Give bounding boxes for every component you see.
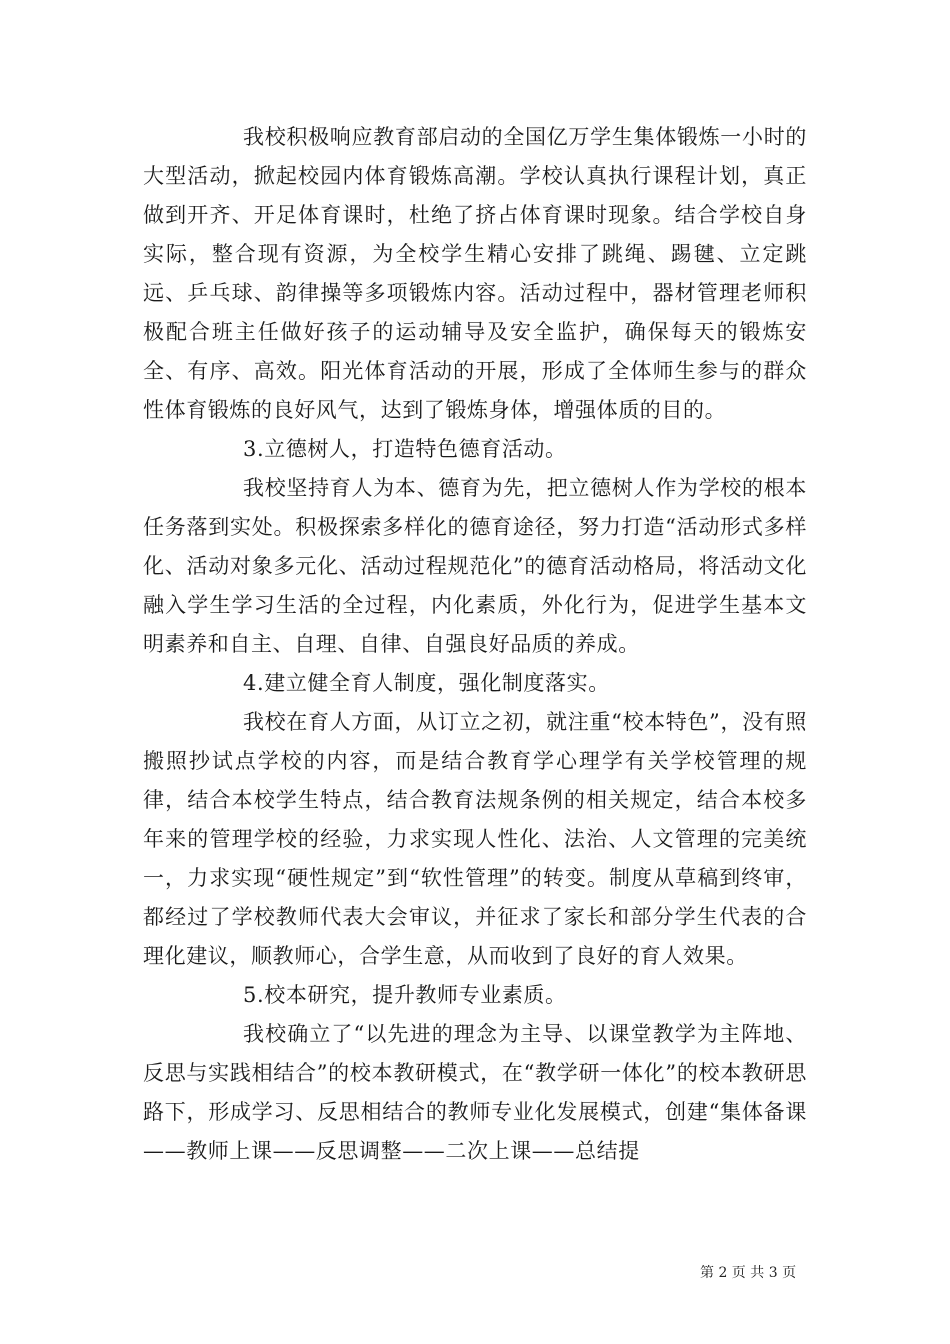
paragraph-education-system: 我校在育人方面，从订立之初，就注重“校本特色”，没有照搬照抄试点学校的内容，而是结合教育学心理学有关学校管理的规律，结合本校学生特点，结合教育法规条例的相关规定，结合本校多年来的管理学校的经验，力求实现人性化、法治、人文管理的完美统一，力求实现“硬性规定”到“软性管理”的转变。制度从草稿到终审，都经过了学校教师代表大会审议，并征求了家长和部分学生代表的合理化建议，顺教师心，合学生意，从而收到了良好的育人效果。 — [143, 710, 807, 968]
paragraph-moral-education: 我校坚持育人为本、德育为先，把立德树人作为学校的根本任务落到实处。积极探索多样化的德育途径，努力打造“活动形式多样化、活动对象多元化、活动过程规范化”的德育活动格局，将活动文化融入学生学习生活的全过程，内化素质，外化行为，促进学生基本文明素养和自主、自理、自律、自强良好品质的养成。 — [143, 476, 807, 656]
section-heading-3: 3.立德树人，打造特色德育活动。 — [243, 437, 567, 461]
paragraph-sports-activity: 我校积极响应教育部启动的全国亿万学生集体锻炼一小时的大型活动，掀起校园内体育锻炼高潮。学校认真执行课程计划，真正做到开齐、开足体育课时，杜绝了挤占体育课时现象。结合学校自身实际，整合现有资源，为全校学生精心安排了跳绳、踢毽、立定跳远、乒乓球、韵律操等多项锻炼内容。活动过程中，器材管理老师积极配合班主任做好孩子的运动辅导及安全监护，确保每天的锻炼安全、有序、高效。阳光体育活动的开展，形成了全体师生参与的群众性体育锻炼的良好风气，达到了锻炼身体，增强体质的目的。 — [143, 125, 807, 422]
paragraph-school-research: 我校确立了“以先进的理念为主导、以课堂教学为主阵地、反思与实践相结合”的校本教研模式，在“教学研一体化”的校本教研思路下，形成学习、反思相结合的教师专业化发展模式，创建“集体备课——教师上课——反思调整——二次上课——总结提 — [143, 1022, 807, 1163]
section-heading-4: 4.建立健全育人制度，强化制度落实。 — [243, 671, 610, 695]
document-body — [143, 118, 807, 1171]
page-number-footer: 第 2 页 共 3 页 — [700, 1265, 797, 1281]
section-heading-5: 5.校本研究，提升教师专业素质。 — [243, 983, 567, 1007]
